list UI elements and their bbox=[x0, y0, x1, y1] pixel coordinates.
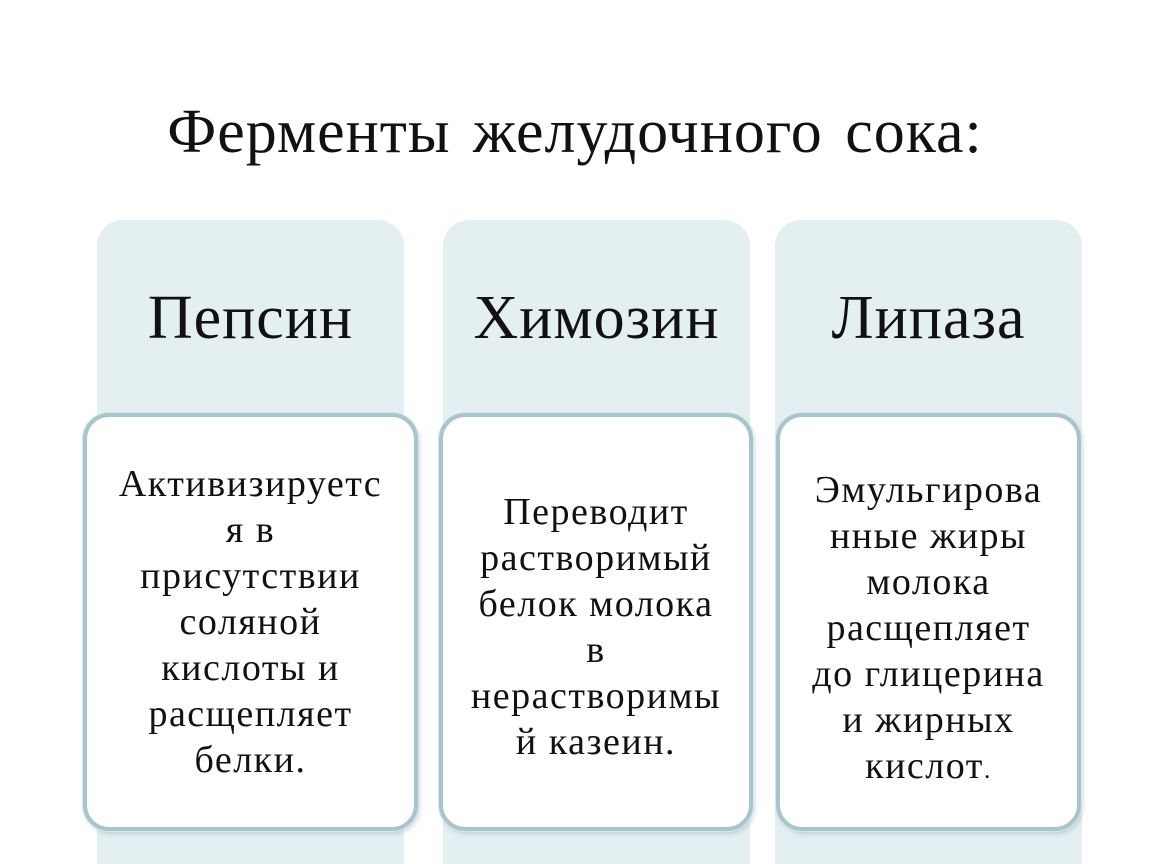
slide-title: Ферменты желудочного сока: bbox=[167, 98, 983, 166]
card-lipase-description bbox=[776, 413, 1081, 831]
text-line: Переводит bbox=[503, 491, 689, 533]
text-period: . bbox=[983, 755, 992, 784]
text-line: нерастворимы bbox=[470, 675, 722, 717]
text-line: белок молока bbox=[478, 583, 714, 625]
card-chymosin-description bbox=[439, 413, 753, 831]
text-line: Эмульгирова bbox=[814, 469, 1043, 511]
text-line: кислоты и bbox=[161, 647, 340, 689]
text-line: й казеин. bbox=[515, 721, 677, 763]
text-fragment: кислот bbox=[865, 745, 984, 787]
card-pepsin-description bbox=[83, 413, 418, 831]
text-line: расщепляет bbox=[826, 607, 1031, 649]
text-line: растворимый bbox=[480, 537, 712, 579]
text-line: белки. bbox=[194, 739, 307, 781]
text-line: в bbox=[586, 629, 606, 671]
text-line: соляной bbox=[179, 601, 322, 643]
text-line bbox=[790, 743, 1067, 793]
header-pepsin: Пепсин bbox=[147, 284, 354, 352]
text-line: присутствии bbox=[140, 555, 361, 597]
text-line: нные жиры bbox=[829, 515, 1028, 557]
text-line: Активизируетс bbox=[118, 463, 383, 505]
header-chymosin: Химозин bbox=[473, 284, 720, 352]
text-line: я в bbox=[225, 509, 276, 551]
header-lipase: Липаза bbox=[831, 284, 1026, 352]
card-text bbox=[453, 489, 739, 765]
card-text bbox=[790, 467, 1067, 793]
text-line: расщепляет bbox=[148, 693, 353, 735]
card-text bbox=[97, 461, 404, 783]
text-line: до глицерина bbox=[812, 653, 1045, 695]
text-line: молока bbox=[866, 561, 991, 603]
text-line: и жирных bbox=[842, 699, 1015, 741]
